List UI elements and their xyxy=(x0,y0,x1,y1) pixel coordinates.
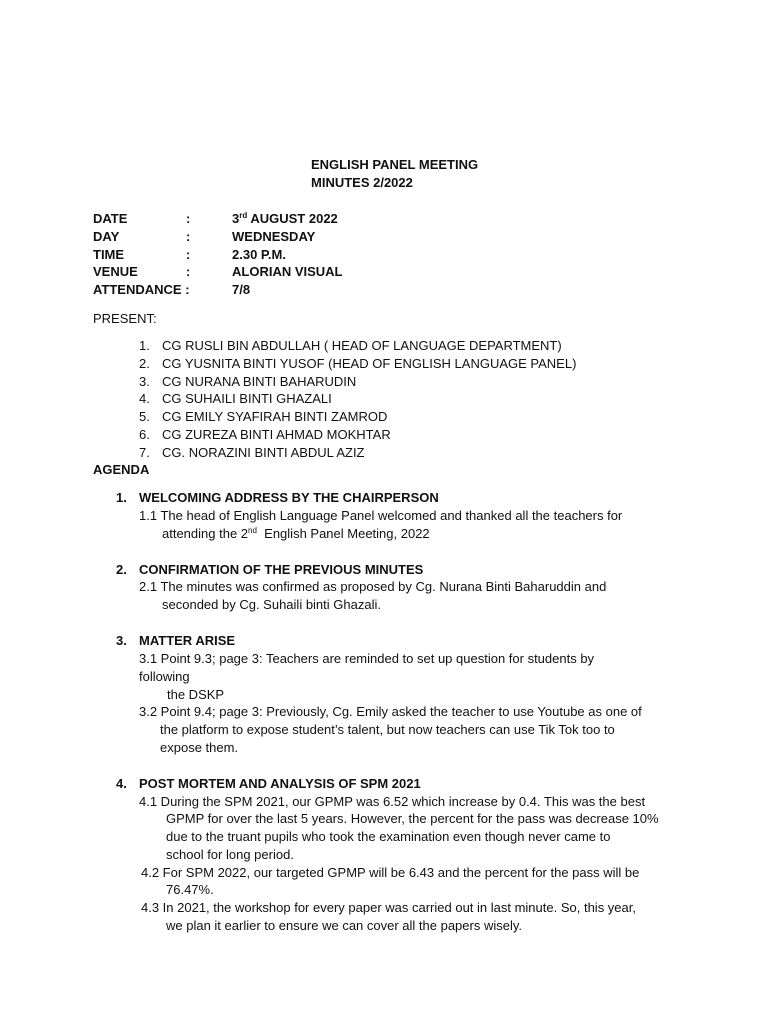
agenda-text: 3.1 Point 9.3; page 3: Teachers are reminded to set up question for students by xyxy=(139,651,595,666)
agenda-text: 4.3 In 2021, the workshop for every paper was carried out in last minute. So, this year, xyxy=(141,900,636,915)
agenda-text: we plan it earlier to ensure we can cover all the papers wisely. xyxy=(166,918,522,933)
info-value: 3rd AUGUST 2022 xyxy=(232,211,338,226)
agenda-text: school for long period. xyxy=(166,847,294,862)
document-subtitle: MINUTES 2/2022 xyxy=(311,175,413,190)
list-item: 7. CG. NORAZINI BINTI ABDUL AZIZ xyxy=(139,445,365,460)
agenda-text: following xyxy=(139,669,190,684)
info-label: VENUE xyxy=(93,264,138,279)
info-value: 7/8 xyxy=(232,282,251,297)
list-item: 3. CG NURANA BINTI BAHARUDIN xyxy=(139,374,357,389)
agenda-text: 76.47%. xyxy=(166,882,214,897)
agenda-text: GPMP for over the last 5 years. However, the percent for the pass was decrease 10% xyxy=(166,811,659,826)
info-value: WEDNESDAY xyxy=(232,229,316,244)
agenda-text: 4.1 During the SPM 2021, our GPMP was 6.52 which increase by 0.4. This was the best xyxy=(139,794,646,809)
agenda-text: the DSKP xyxy=(167,687,225,702)
agenda-section-title: 4. POST MORTEM AND ANALYSIS OF SPM 2021 xyxy=(116,776,421,791)
info-value: ALORIAN VISUAL xyxy=(232,264,343,279)
agenda-text: 2.1 The minutes was confirmed as proposed by Cg. Nurana Binti Baharuddin and xyxy=(139,579,607,594)
agenda-text: seconded by Cg. Suhaili binti Ghazali. xyxy=(162,597,381,612)
info-label: ATTENDANCE : xyxy=(93,282,190,297)
agenda-text: attending the 2nd English Panel Meeting, 2022 xyxy=(162,526,430,541)
list-item: 5. CG EMILY SYAFIRAH BINTI ZAMROD xyxy=(139,409,388,424)
agenda-label: AGENDA xyxy=(93,462,150,477)
list-item: 1. CG RUSLI BIN ABDULLAH ( HEAD OF LANGUAGE DEPARTMENT) xyxy=(139,338,562,353)
info-row-date xyxy=(93,210,493,228)
agenda-text: 3.2 Point 9.4; page 3: Previously, Cg. Emily asked the teacher to use Youtube as one of xyxy=(139,704,642,719)
agenda-text: expose them. xyxy=(160,740,239,755)
info-value: 2.30 P.M. xyxy=(232,247,286,262)
info-row-venue xyxy=(93,263,493,281)
info-row-time xyxy=(93,246,493,264)
list-item: 2. CG YUSNITA BINTI YUSOF (HEAD OF ENGLISH LANGUAGE PANEL) xyxy=(139,356,577,371)
list-item: 4. CG SUHAILI BINTI GHAZALI xyxy=(139,391,332,406)
info-colon: : xyxy=(186,211,191,226)
agenda-text: 1.1 The head of English Language Panel welcomed and thanked all the teachers for xyxy=(139,508,623,523)
agenda-text: due to the truant pupils who took the examination even though never came to xyxy=(166,829,611,844)
agenda-text: 4.2 For SPM 2022, our targeted GPMP will be 6.43 and the percent for the pass will be xyxy=(141,865,640,880)
info-row-day xyxy=(93,228,493,246)
info-label: TIME xyxy=(93,247,125,262)
info-colon: : xyxy=(186,247,191,262)
list-item: 6. CG ZUREZA BINTI AHMAD MOKHTAR xyxy=(139,427,391,442)
info-colon: : xyxy=(186,264,191,279)
agenda-text: the platform to expose student’s talent, but now teachers can use Tik Tok too to xyxy=(160,722,615,737)
present-label: PRESENT: xyxy=(93,311,157,326)
agenda-section-title: 2. CONFIRMATION OF THE PREVIOUS MINUTES xyxy=(116,562,424,577)
info-row-attendance xyxy=(93,281,493,299)
agenda-section-title: 1. WELCOMING ADDRESS BY THE CHAIRPERSON xyxy=(116,490,439,505)
info-colon: : xyxy=(186,229,191,244)
agenda-section-title: 3. MATTER ARISE xyxy=(116,633,236,648)
info-label: DATE xyxy=(93,211,128,226)
document-title: ENGLISH PANEL MEETING xyxy=(311,157,479,172)
info-label: DAY xyxy=(93,229,120,244)
